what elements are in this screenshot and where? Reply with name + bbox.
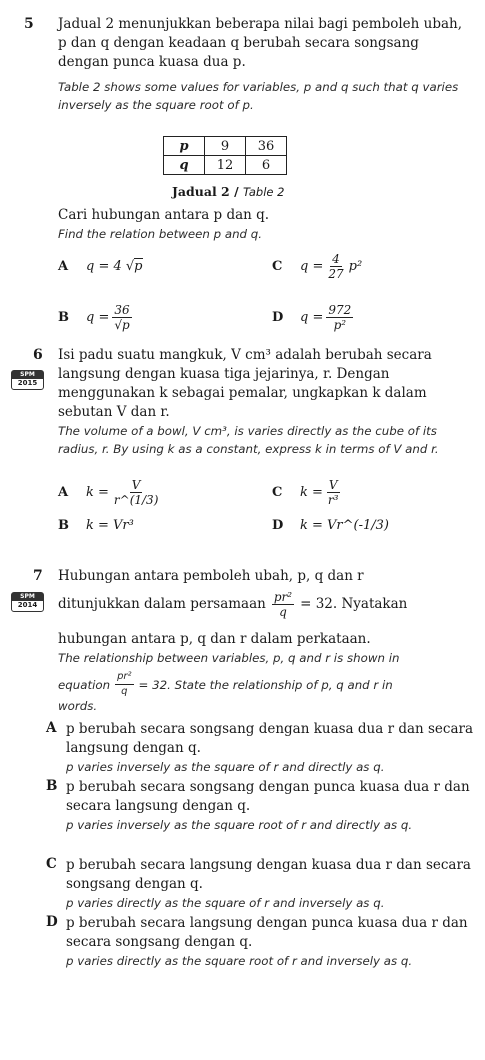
fraction-denominator: p² xyxy=(333,317,347,332)
q5-option-a[interactable] xyxy=(58,254,143,278)
q6-option-a[interactable] xyxy=(58,476,163,508)
option-fraction xyxy=(112,303,131,332)
choice-label: D xyxy=(46,914,58,930)
option-radicand: p xyxy=(134,259,143,274)
fraction-numerator: 972 xyxy=(328,302,352,317)
fraction-numerator: V xyxy=(131,477,141,492)
option-label: C xyxy=(272,484,283,500)
question-5-en-text: Table 2 shows some values for variables, p and q such that q varies inversely as the square root of p. xyxy=(58,80,459,112)
table-row xyxy=(164,156,287,175)
spm-2014-badge xyxy=(11,592,44,612)
badge-label: SPM xyxy=(12,371,43,379)
question-7-en-line1: The relationship between variables, p, q and r is shown in xyxy=(58,651,400,665)
table-2 xyxy=(163,136,287,175)
table-cell: q xyxy=(164,156,205,175)
question-5-ms-text: Jadual 2 menunjukkan beberapa nilai bagi pemboleh ubah, p dan q dengan keadaan q berubah secara songsang dengan punca kuasa dua p. xyxy=(58,16,463,70)
q6-option-d[interactable] xyxy=(272,514,389,536)
badge-label: SPM xyxy=(12,593,43,601)
q7-choice-d[interactable] xyxy=(46,914,476,970)
table-cell: p xyxy=(164,137,205,156)
choice-label: A xyxy=(46,720,57,736)
option-expr: q = xyxy=(300,309,324,325)
choice-en-text: p varies inversely as the square root of r and directly as q. xyxy=(66,818,413,832)
fraction-numerator: 4 xyxy=(332,251,340,266)
fraction-denominator: √p xyxy=(114,317,130,332)
choice-en-text: p varies directly as the square of r and inversely as q. xyxy=(66,896,385,910)
equation-fraction xyxy=(272,590,294,619)
question-7-ms-line3: hubungan antara p, q dan r dalam perkataan. xyxy=(58,631,371,647)
option-expr-rhs: p² xyxy=(348,258,363,274)
question-6-en-text: The volume of a bowl, V cm³, is varies directly as the cube of its radius, r. By using k as a constant, express k in terms of V and r. xyxy=(58,424,439,456)
fraction-numerator: V xyxy=(328,477,338,492)
question-7-ms-line2 xyxy=(58,590,478,619)
fraction-denominator: q xyxy=(121,686,128,697)
badge-year: 2014 xyxy=(17,601,38,609)
option-expr: k = Vr³ xyxy=(86,517,134,533)
fraction-denominator: r^(1/3) xyxy=(113,492,159,507)
table-cell: 9 xyxy=(205,137,246,156)
question-6-ms-text: Isi padu suatu mangkuk, V cm³ adalah berubah secara langsung dengan kuasa tiga jejarinya, r. Dengan menggunakan k sebagai pemalar, ungkapkan k dalam sebutan V dan r. xyxy=(58,347,432,420)
q5-option-d[interactable] xyxy=(272,300,356,334)
choice-ms-text: p berubah secara langsung dengan kuasa dua r dan secara songsang dengan q. xyxy=(66,857,471,892)
question-7-number: 7 xyxy=(33,568,43,584)
option-expr: k = Vr^(-1/3) xyxy=(300,517,389,533)
fraction-denominator: q xyxy=(279,605,287,619)
caption-en: Table 2 xyxy=(243,185,285,199)
badge-year: 2015 xyxy=(17,379,38,387)
question-5-prompt-ms: Cari hubungan antara p dan q. xyxy=(58,207,270,223)
q6-option-c[interactable] xyxy=(272,476,343,508)
q7-choice-c[interactable] xyxy=(46,856,476,912)
table-cell: 12 xyxy=(205,156,246,175)
fraction-denominator: 27 xyxy=(328,266,344,281)
option-label: B xyxy=(58,309,69,325)
option-expr: k = xyxy=(300,484,323,500)
option-label: B xyxy=(58,517,69,533)
table-cell: 6 xyxy=(246,156,287,175)
option-fraction xyxy=(112,478,160,507)
choice-ms-text: p berubah secara songsang dengan kuasa dua r dan secara langsung dengan q. xyxy=(66,721,474,756)
fraction-denominator: r³ xyxy=(327,492,339,507)
table-2-caption xyxy=(172,184,284,199)
question-7-en-line2 xyxy=(58,670,478,699)
fraction-numerator: pr² xyxy=(115,670,133,685)
question-5-prompt-en: Find the relation between p and q. xyxy=(58,227,263,241)
option-label: C xyxy=(272,258,283,274)
choice-ms-text: p berubah secara songsang dengan punca kuasa dua r dan secara langsung dengan q. xyxy=(66,779,470,814)
option-expr: q = xyxy=(300,258,324,274)
en-line2-end: = 32. State the relationship of p, q and r in xyxy=(138,677,393,692)
q7-choice-b[interactable] xyxy=(46,778,476,834)
table-cell: 36 xyxy=(246,137,287,156)
q7-choice-a[interactable] xyxy=(46,720,476,776)
ms-line2-end: = 32. Nyatakan xyxy=(300,596,408,612)
question-7-ms-line1: Hubungan antara pemboleh ubah, p, q dan r xyxy=(58,568,364,584)
option-expr: q = 4 xyxy=(86,258,122,274)
choice-en-text: p varies inversely as the square of r and directly as q. xyxy=(66,760,385,774)
option-label: A xyxy=(58,258,69,274)
q5-option-b[interactable] xyxy=(58,300,135,334)
sqrt-icon: √ xyxy=(121,258,135,274)
option-label: D xyxy=(272,517,284,533)
ms-line2-start: ditunjukkan dalam persamaan xyxy=(58,596,266,612)
question-5-number: 5 xyxy=(24,16,34,32)
option-expr: q = xyxy=(86,309,110,325)
en-line2-start: equation xyxy=(58,677,111,692)
choice-ms-text: p berubah secara langsung dengan punca kuasa dua r dan secara songsang dengan q. xyxy=(66,915,468,950)
choice-label: B xyxy=(46,778,58,794)
option-fraction xyxy=(326,478,341,507)
choice-label: C xyxy=(46,856,57,872)
fraction-numerator: pr² xyxy=(273,590,293,604)
option-expr: k = xyxy=(86,484,109,500)
q6-option-b[interactable] xyxy=(58,514,134,536)
question-7-en-line3: words. xyxy=(58,699,98,713)
option-fraction xyxy=(326,252,345,281)
option-fraction xyxy=(326,303,353,332)
option-label: A xyxy=(58,484,69,500)
choice-en-text: p varies directly as the square root of r and inversely as q. xyxy=(66,954,413,968)
question-6-number: 6 xyxy=(33,347,43,363)
spm-2015-badge xyxy=(11,370,44,390)
fraction-numerator: 36 xyxy=(114,302,130,317)
table-row xyxy=(164,137,287,156)
q5-option-c[interactable] xyxy=(272,250,362,282)
caption-ms: Jadual 2 / xyxy=(172,184,239,199)
option-label: D xyxy=(272,309,284,325)
equation-fraction xyxy=(115,670,133,699)
